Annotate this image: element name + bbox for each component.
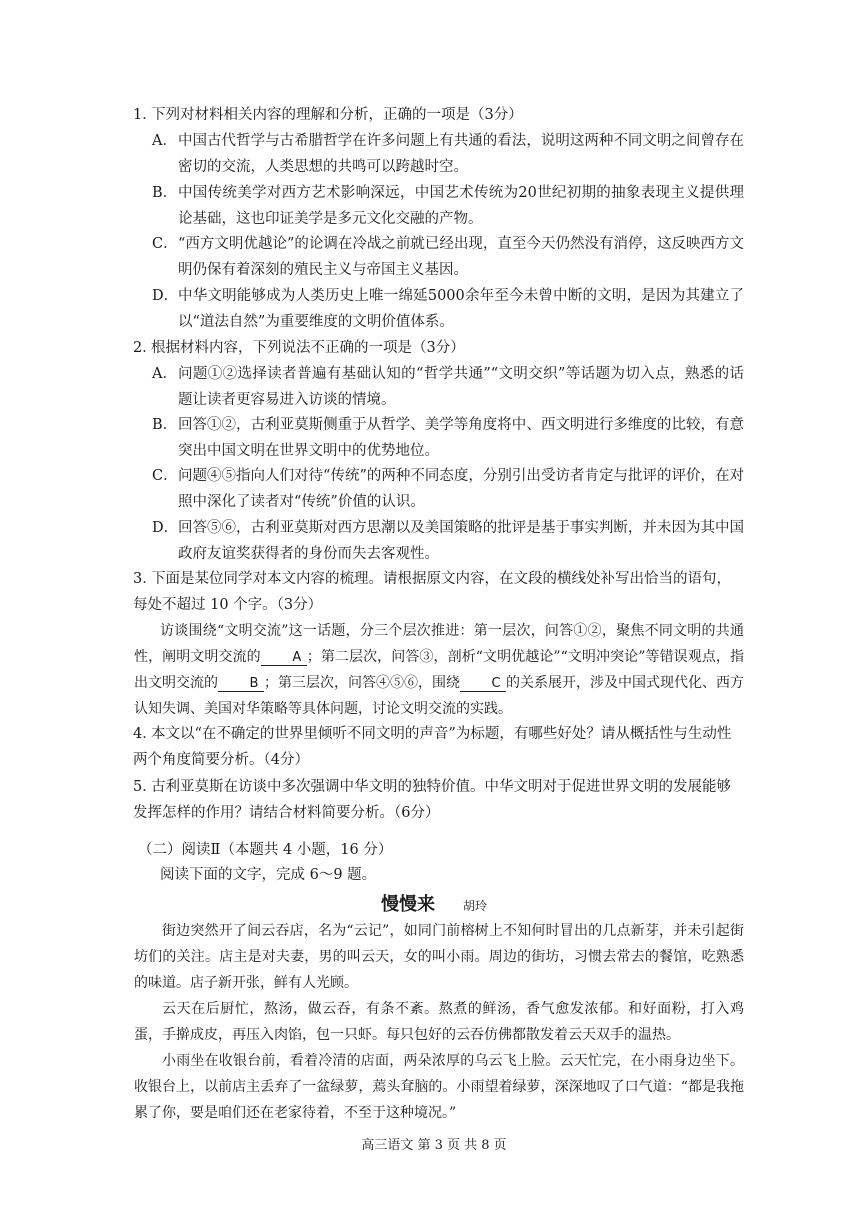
section-instruction: 阅读下面的文字，完成 6～9 题。 [160,867,377,883]
option-text: 中国传统美学对西方艺术影响深远，中国艺术传统为20世纪初期的抽象表现主义提供理论基础，这也印证美学是多元文化交融的产物。 [178,185,744,227]
option-text: 问题④⑤指向人们对待“传统”的两种不同态度，分别引出受访者肯定与批评的评价，在对照中深化了读者对“传统”价值的认识。 [178,468,744,510]
story-author: 胡玲 [462,899,487,913]
story-title-block [0,890,868,916]
passage-text: 访谈围绕“文明交流”这一话题，分三个层次推进：第一层次，问答①②，聚焦不同文明的共通性，阐明文明交流的 [134,623,744,665]
q1-option-a [152,128,744,180]
page-footer: 高三语文 第 3 页 共 8 页 [361,1138,507,1153]
question-text: 本文以“在不确定的世界里倾听不同文明的声音”为标题，有哪些好处？请从概括性与生动性两个角度简要分析。（4分） [133,726,732,768]
question-number: 5． [133,779,157,795]
q2-option-b [152,412,744,464]
option-label: C． [152,468,178,484]
question-number: 3． [133,571,157,587]
option-label: A． [152,366,177,382]
option-text: 中华文明能够成为人类历史上唯一绵延5000余年至今未曾中断的文明，是因为其建立了以“道法自然”为重要维度的文明价值体系。 [178,288,744,330]
option-label: D． [152,288,179,304]
passage-text: ；第二层次，问答③，剖析“文明优越论”“文明冲突论”等错误观点，指出文明交流的 [134,649,744,691]
option-text: 回答①②，古利亚莫斯侧重于从哲学、美学等角度将中、西文明进行多维度的比较，有意突出中国文明在世界文明中的优势地位。 [178,417,744,459]
question-1-stem [133,102,743,128]
q2-option-c [152,463,744,515]
question-2-stem [133,335,743,361]
q1-option-d [152,283,744,335]
story-title: 慢慢来 [380,894,435,915]
section-heading: （二）阅读Ⅱ（本题共 4 小题，16 分） [138,842,393,858]
q2-option-a [152,361,744,413]
question-3-stem [133,566,745,618]
q3-summary-passage [134,618,744,722]
question-text: 古利亚莫斯在访谈中多次强调中华文明的独特价值。中华文明对于促进世界文明的发展能够发挥怎样的作用？请结合材料简要分析。（6分） [133,779,731,821]
question-4-stem [133,721,743,773]
option-label: B． [152,185,178,201]
answer-blank-c: C [460,676,506,692]
passage-text: ；第三层次，问答④⑤⑥，围绕 [264,675,460,691]
option-text: 问题①②选择读者普遍有基础认知的“哲学共通”“文明交织”等话题为切入点，熟悉的话题让读者更容易进入访谈的情境。 [178,366,744,408]
option-label: A． [152,133,177,149]
question-number: 2． [133,340,157,356]
answer-blank-a: A [261,650,307,666]
option-label: C． [152,236,178,252]
option-label: D． [152,520,179,536]
question-text: 下列对材料相关内容的理解和分析，正确的一项是（3分） [151,107,523,123]
option-text: “西方文明优越论”的论调在冷战之前就已经出现，直至今天仍然没有消停，这反映西方文明仍保有着深刻的殖民主义与帝国主义基因。 [178,236,744,278]
story-paragraph-1: 街边突然开了间云吞店，名为“云记”，如同门前榕树上不知何时冒出的几点新芽，并未引起街坊们的关注。店主是对夫妻，男的叫云天，女的叫小雨。周边的街坊，习惯去常去的餐馆，吃熟悉的味道。店子新开张，鲜有人光顾。 [134,923,744,991]
option-label: B． [152,417,178,433]
question-text: 下面是某位同学对本文内容的梳理。请根据原文内容，在文段的横线处补写出恰当的语句，每处不超过 10 个字。（3分） [133,571,731,613]
story-paragraph-2: 云天在后厨忙，熬汤，做云吞，有条不紊。熬煮的鲜汤，香气愈发浓郁。和好面粉，打入鸡蛋，手擀成皮，再压入肉馅，包一只虾。每只包好的云吞仿佛都散发着云天双手的温热。 [134,1001,744,1043]
question-number: 4． [133,726,157,742]
q1-option-b [152,180,744,232]
option-text: 回答⑤⑥，古利亚莫斯对西方思潮以及美国策略的批评是基于事实判断，并未因为其中国政府友谊奖获得者的身份而失去客观性。 [178,520,744,562]
question-text: 根据材料内容，下列说法不正确的一项是（3分） [151,340,465,356]
q1-option-c [152,231,744,283]
question-5-stem [133,774,743,826]
answer-blank-b: B [218,676,264,692]
passage-text: 的关系展开，涉及中国式现代化、西方认知失调、美国对华策略等具体问题，讨论文明交流的实践。 [134,675,744,717]
story-paragraph-3: 小雨坐在收银台前，看着冷清的店面，两朵浓厚的乌云飞上脸。云天忙完，在小雨身边坐下。收银台上，以前店主丢弃了一盆绿萝，蔫头耷脑的。小雨望着绿萝，深深地叹了口气道：“都是我拖累了你，要是咱们还在老家待着，不至于这种境况。” [134,1053,744,1121]
q2-option-d [152,515,744,567]
question-number: 1． [133,107,157,123]
option-text: 中国古代哲学与古希腊哲学在许多问题上有共通的看法，说明这两种不同文明之间曾存在密切的交流，人类思想的共鸣可以跨越时空。 [178,133,744,175]
